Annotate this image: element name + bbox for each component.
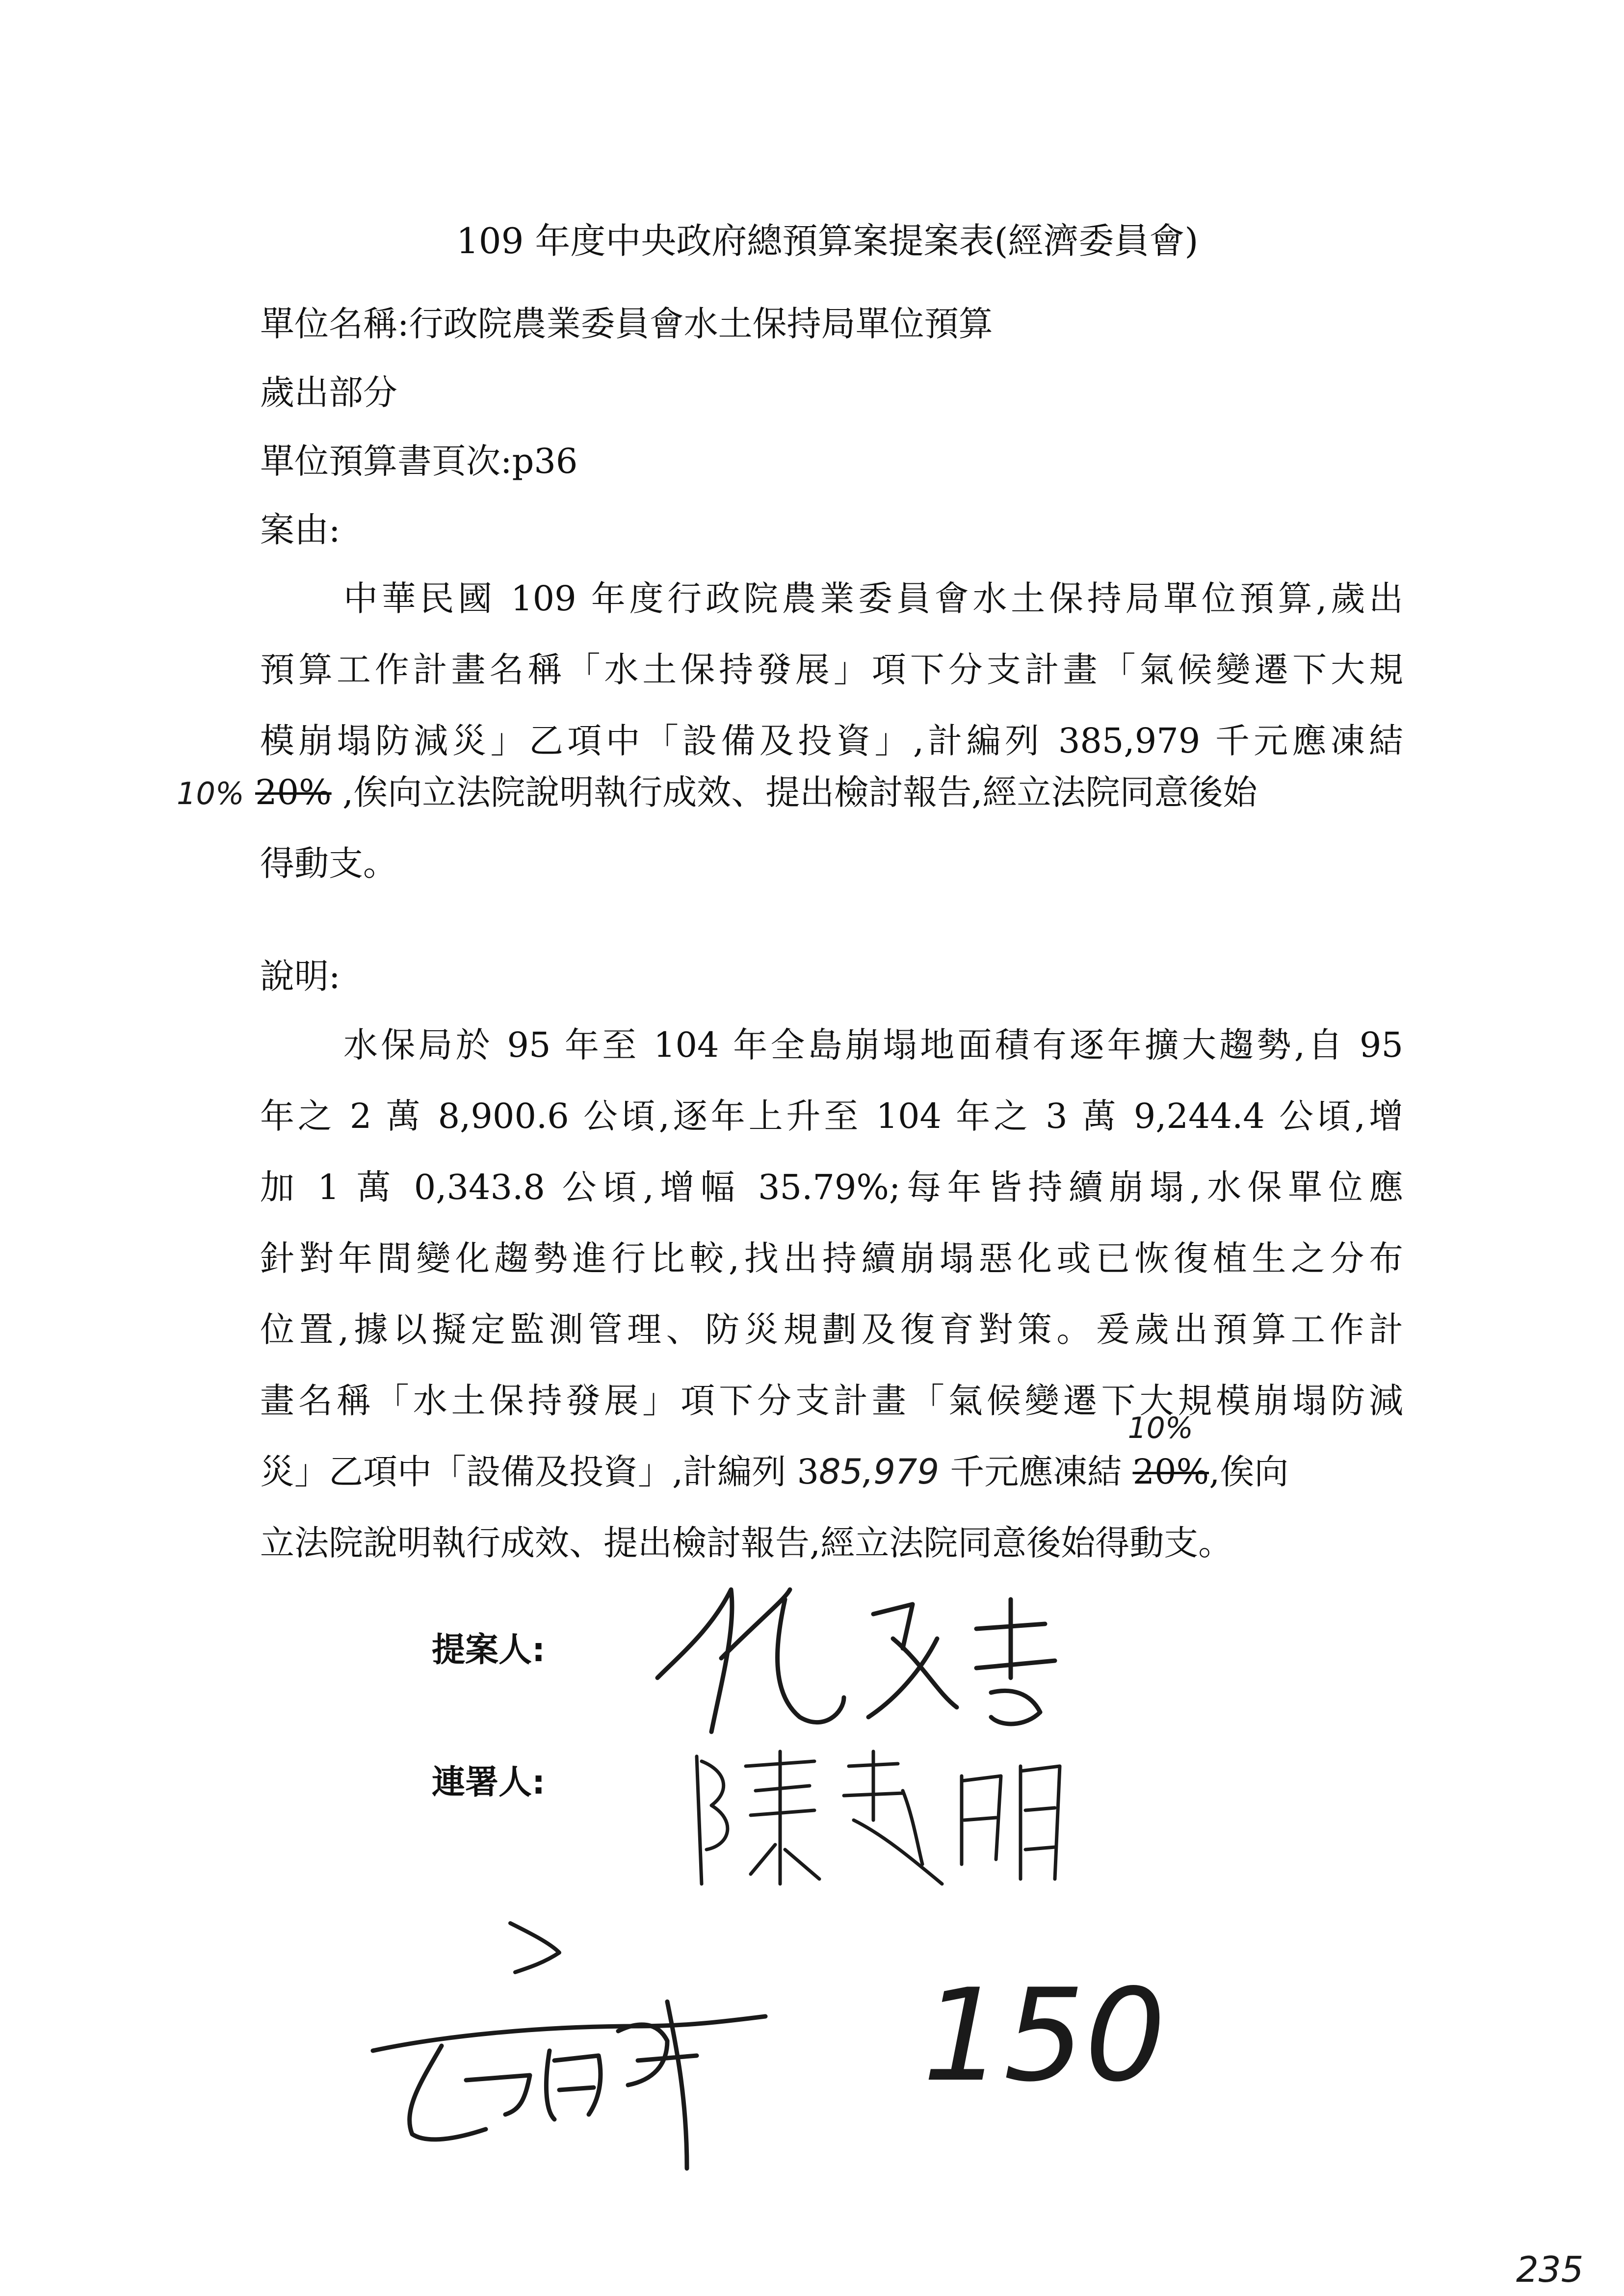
- page-number: 235: [1516, 2249, 1584, 2290]
- explain-line-4: 針對年間變化趨勢進行比較,找出持續崩塌惡化或已恢復植生之分布: [260, 1238, 1403, 1278]
- explain-line-3: 加 1 萬 0,343.8 公頃,增幅 35.79%;每年皆持續崩塌,水保單位應: [260, 1167, 1403, 1207]
- reason-label: 案由:: [260, 510, 341, 550]
- explain-line-1: 水保局於 95 年至 104 年全島崩塌地面積有逐年擴大趨勢,自 95: [343, 1025, 1403, 1065]
- section-label: 歲出部分: [260, 372, 397, 413]
- reason-hand-correction: 10%: [177, 776, 244, 811]
- third-signature: [343, 1904, 814, 2178]
- reason-line-2: 預算工作計畫名稱「水土保持發展」項下分支計畫「氣候變遷下大規: [260, 650, 1403, 690]
- explain-line-5: 位置,據以擬定監測管理、防災規劃及復育對策。爰歲出預算工作計: [260, 1309, 1403, 1350]
- reason-struck-percent: 20%: [255, 772, 332, 812]
- cosigner-label: 連署人:: [432, 1763, 546, 1802]
- handwritten-number: 150: [922, 1962, 1166, 2110]
- page-reference: 單位預算書頁次:p36: [260, 441, 578, 481]
- explain-line-7: [260, 1411, 1289, 1492]
- document-title: 109 年度中央政府總預算案提案表(經濟委員會): [456, 220, 1199, 261]
- explain-line-7-text: 災」乙項中「設備及投資」,計編列 3: [260, 1452, 819, 1492]
- explain-label: 說明:: [260, 956, 341, 996]
- explain-struck-percent: 20% 10%: [1127, 1411, 1209, 1492]
- explain-hand-correction: 10%: [1127, 1411, 1193, 1445]
- unit-name: 單位名稱:行政院農業委員會水土保持局單位預算: [260, 304, 993, 344]
- explain-line-6: 畫名稱「水土保持發展」項下分支計畫「氣候變遷下大規模崩塌防減: [260, 1381, 1403, 1421]
- reason-line-4-text: ,俟向立法院說明執行成效、提出檢討報告,經立法院同意後始: [342, 772, 1257, 812]
- cosigner-signature: [687, 1737, 1079, 1899]
- proposer-signature: [638, 1570, 1079, 1756]
- reason-line-3: 模崩塌防減災」乙項中「設備及投資」,計編列 385,979 千元應凍結: [260, 721, 1403, 761]
- reason-line-5: 得動支。: [260, 843, 397, 884]
- explain-hand-amount: 85,979: [819, 1452, 939, 1492]
- reason-line-1: 中華民國 109 年度行政院農業委員會水土保持局單位預算,歲出: [343, 578, 1403, 619]
- reason-line-4: [177, 772, 1257, 812]
- proposer-label: 提案人:: [432, 1631, 546, 1670]
- explain-mid-text: 千元應凍結: [939, 1452, 1133, 1492]
- explain-tail-text: ,俟向: [1209, 1452, 1289, 1492]
- explain-line-2: 年之 2 萬 8,900.6 公頃,逐年上升至 104 年之 3 萬 9,244.4 公頃,增: [260, 1096, 1403, 1136]
- explain-line-8: 立法院說明執行成效、提出檢討報告,經立法院同意後始得動支。: [260, 1523, 1233, 1563]
